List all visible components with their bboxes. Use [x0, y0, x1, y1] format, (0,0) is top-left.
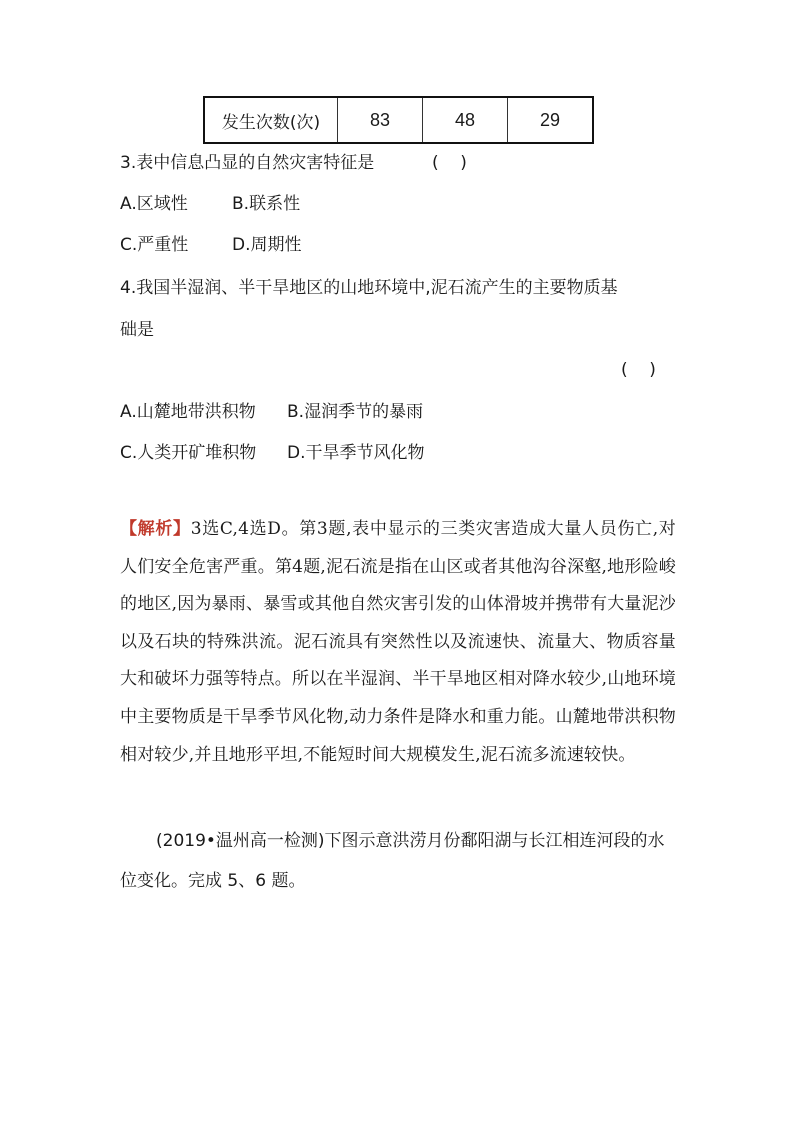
question-3-option-b: B.联系性	[232, 194, 301, 214]
table-row-label: 发生次数(次)	[204, 97, 338, 143]
table-row	[204, 97, 593, 143]
analysis-text: 3选C,4选D。第3题,表中显示的三类灾害造成大量人员伤亡,对人们安全危害严重。第4题,泥石流是指在山区或者其他沟谷深壑,地形险峻的地区,因为暴雨、暴雪或其他自然灾害引发的山体滑坡并携带有大量泥沙以及石块的特殊洪流。泥石流具有突然性以及流速快、流量大、物质容量大和破坏力强等特点。所以在半湿润、半干旱地区相对降水较少,山地环境中主要物质是干旱季节风化物,动力条件是降水和重力能。山麓地带洪积物相对较少,并且地形平坦,不能短时间大规模发生,泥石流多流速较快。	[120, 519, 677, 765]
table-cell: 48	[423, 97, 508, 143]
question-3-option-c: C.严重性	[120, 235, 189, 255]
question-3-stem: 3.表中信息凸显的自然灾害特征是	[120, 153, 375, 173]
analysis-paragraph	[120, 511, 676, 774]
question-4-option-c: C.人类开矿堆积物	[120, 443, 257, 463]
question-3-option-a: A.区域性	[120, 194, 188, 214]
question-4-stem-line-2: 础是	[120, 320, 154, 340]
table-cell: 83	[338, 97, 423, 143]
table-cell: 29	[508, 97, 594, 143]
question-4-option-b: B.湿润季节的暴雨	[287, 402, 424, 422]
question-3-answer-blank: ( )	[432, 153, 467, 173]
question-5-6-intro: (2019•温州高一检测)下图示意洪涝月份鄱阳湖与长江相连河段的水位变化。完成 5、6 题。	[120, 831, 665, 891]
question-4-option-a: A.山麓地带洪积物	[120, 402, 256, 422]
disaster-frequency-table	[203, 96, 594, 144]
question-4-answer-blank: ( )	[621, 360, 656, 380]
question-4-option-d: D.干旱季节风化物	[287, 443, 425, 463]
question-4-stem-line-1: 4.我国半湿润、半干旱地区的山地环境中,泥石流产生的主要物质基	[120, 278, 618, 298]
analysis-tag: 【解析】	[120, 519, 191, 539]
question-3-option-d: D.周期性	[232, 235, 302, 255]
